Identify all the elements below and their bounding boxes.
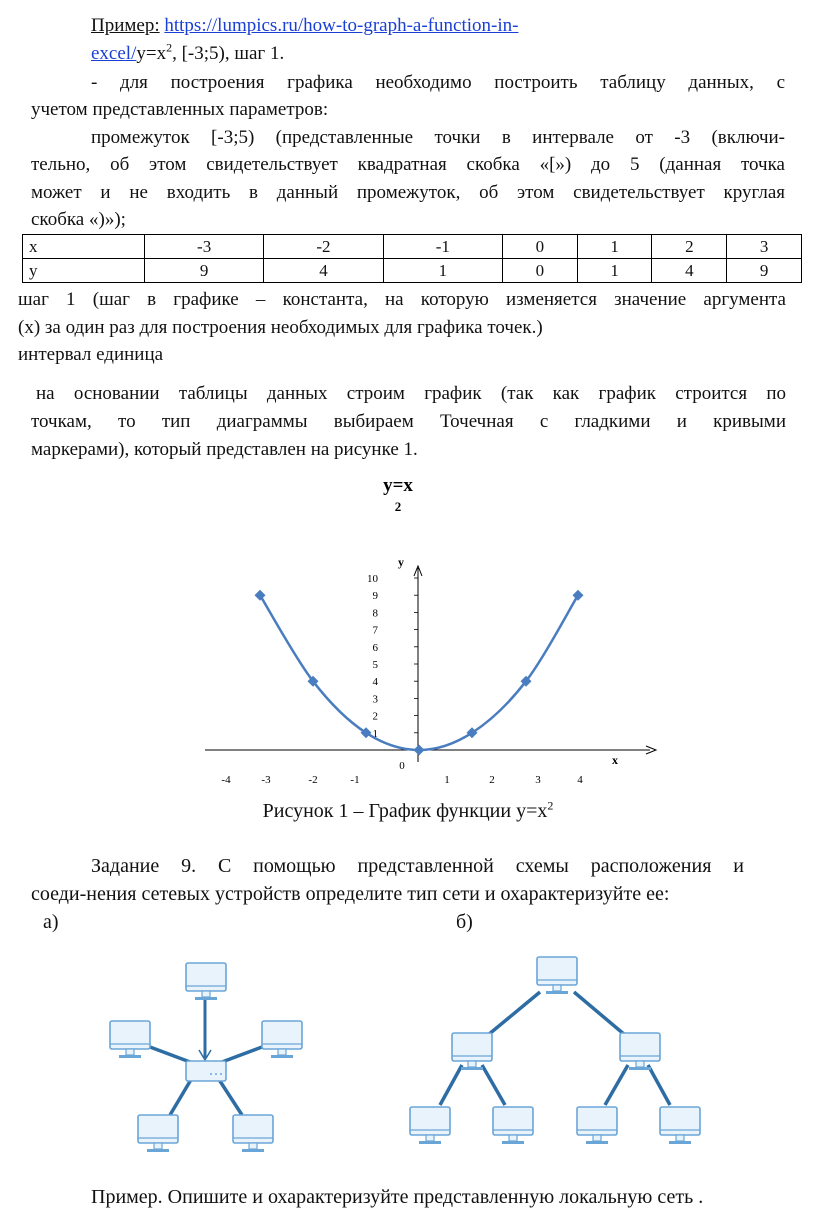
x-axis-label: x <box>612 753 618 767</box>
chart-para-line-1: на основании таблицы данных строим график (так как график строится по <box>36 383 786 404</box>
interval-line-4: скобка «)»); <box>31 209 126 230</box>
table-cell: 0 <box>503 259 578 283</box>
chart-para-line-2: точкам, то тип диаграммы выбираем Точечная с гладкими и кривыми <box>31 411 786 432</box>
x-tick-label: 3 <box>535 774 541 786</box>
step-line-3: интервал единица <box>18 344 164 365</box>
example-line-2 <box>91 40 284 68</box>
task9-line-1: Задание 9. С помощью представленной схемы расположения и <box>91 855 744 877</box>
example-line-1 <box>91 12 518 40</box>
table-cell: 1 <box>577 259 652 283</box>
figure-caption-exponent: 2 <box>547 798 554 813</box>
footer-example: Пример. Опишите и охарактеризуйте представленную локальную сеть . <box>91 1186 704 1208</box>
y-axis-label: y <box>398 555 404 569</box>
computer-icon <box>110 1021 150 1058</box>
table-cell: 9 <box>727 259 802 283</box>
computer-icon <box>660 1107 700 1144</box>
y-tick-label: 9 <box>372 590 378 603</box>
task9-label-a: а) <box>43 911 59 933</box>
source-link[interactable]: https://lumpics.ru/how-to-graph-a-function-in- <box>164 15 519 36</box>
series-points <box>255 590 584 756</box>
data-point <box>573 590 584 601</box>
network-diagrams <box>0 950 816 1190</box>
example-label: Пример: <box>91 15 160 36</box>
table-cell: 4 <box>264 259 383 283</box>
table-cell: 1 <box>577 235 652 259</box>
x-tick-label: 4 <box>577 774 583 786</box>
y-tick-label: 4 <box>372 676 378 689</box>
y-tick-label: 1 <box>372 727 378 740</box>
data-point <box>414 745 425 756</box>
task9-label-b: б) <box>456 911 473 933</box>
y-tick-label: 10 <box>367 573 378 585</box>
table-cell: y <box>23 259 145 283</box>
table-cell: -1 <box>383 235 502 259</box>
computer-icon <box>262 1021 302 1058</box>
tree-network <box>410 957 700 1144</box>
y-tick-label: 3 <box>372 693 378 706</box>
interval-line-2: тельно, об этом свидетельствует квадратная скобка «[») до 5 (данная точка <box>31 154 785 175</box>
figure-caption <box>0 800 816 823</box>
data-table <box>22 234 802 283</box>
table-cell: 9 <box>144 259 263 283</box>
table-intro-line-2: учетом представленных параметров: <box>31 99 329 120</box>
computer-icon <box>138 1115 178 1152</box>
figure-caption-text: Рисунок 1 – График функции y=x <box>262 800 548 822</box>
star-network <box>110 963 302 1152</box>
x-tick-label: 1 <box>444 774 450 786</box>
chart-title-exponent: 2 <box>394 499 402 514</box>
x-tick-label: -4 <box>221 774 231 786</box>
computer-icon <box>186 963 226 1000</box>
interval-line-3: может и не входить в данный промежуток, об этом свидетельствует круглая <box>31 182 785 203</box>
switch-icon <box>186 1061 226 1081</box>
computer-icon <box>452 1033 492 1070</box>
table-cell: -2 <box>264 235 383 259</box>
x-tick-label: 0 <box>399 760 405 772</box>
table-row-y <box>23 259 802 283</box>
table-cell: -3 <box>144 235 263 259</box>
x-tick-label: -2 <box>308 774 318 786</box>
table-cell: 0 <box>503 235 578 259</box>
x-tick-label: -3 <box>261 774 271 786</box>
y-tick-label: 2 <box>372 710 378 723</box>
y-tick-label: 6 <box>372 641 378 654</box>
step-line-1: шаг 1 (шаг в графике – константа, на которую изменяется значение аргумента <box>18 289 786 310</box>
table-intro-line-1: - для построения графика необходимо построить таблицу данных, с <box>91 72 785 93</box>
y-tick-label: 8 <box>372 607 378 620</box>
task9-line-2: соеди-нения сетевых устройств определите тип сети и охарактеризуйте ее: <box>31 883 670 905</box>
computer-icon <box>577 1107 617 1144</box>
source-link-cont[interactable]: excel/ <box>91 43 137 64</box>
x-tick-label: -1 <box>350 774 360 786</box>
function-exponent: 2 <box>166 40 173 55</box>
step-line-2: (x) за один раз для построения необходимых для графика точек.) <box>18 317 543 338</box>
computer-icon <box>233 1115 273 1152</box>
chart-title: y=x <box>383 475 413 496</box>
series-line <box>260 595 578 750</box>
function-prefix: y=x <box>136 43 167 64</box>
computer-icon <box>537 957 577 994</box>
computer-icon <box>493 1107 533 1144</box>
table-row-x <box>23 235 802 259</box>
table-cell: 2 <box>652 235 727 259</box>
table-cell: 1 <box>383 259 502 283</box>
data-point <box>255 590 266 601</box>
table-cell: 3 <box>727 235 802 259</box>
function-params: , [-3;5), шаг 1. <box>172 43 285 64</box>
computer-icon <box>410 1107 450 1144</box>
chart-axes <box>205 566 656 762</box>
y-tick-label: 5 <box>372 659 378 671</box>
x-tick-label: 2 <box>489 774 495 786</box>
table-cell: x <box>23 235 145 259</box>
chart-para-line-3: маркерами), который представлен на рисунке 1. <box>31 439 418 460</box>
computer-icon <box>620 1033 660 1070</box>
y-tick-label: 7 <box>372 624 378 637</box>
interval-line-1: промежуток [-3;5) (представленные точки в интервале от -3 (включи- <box>91 127 785 148</box>
table-cell: 4 <box>652 259 727 283</box>
